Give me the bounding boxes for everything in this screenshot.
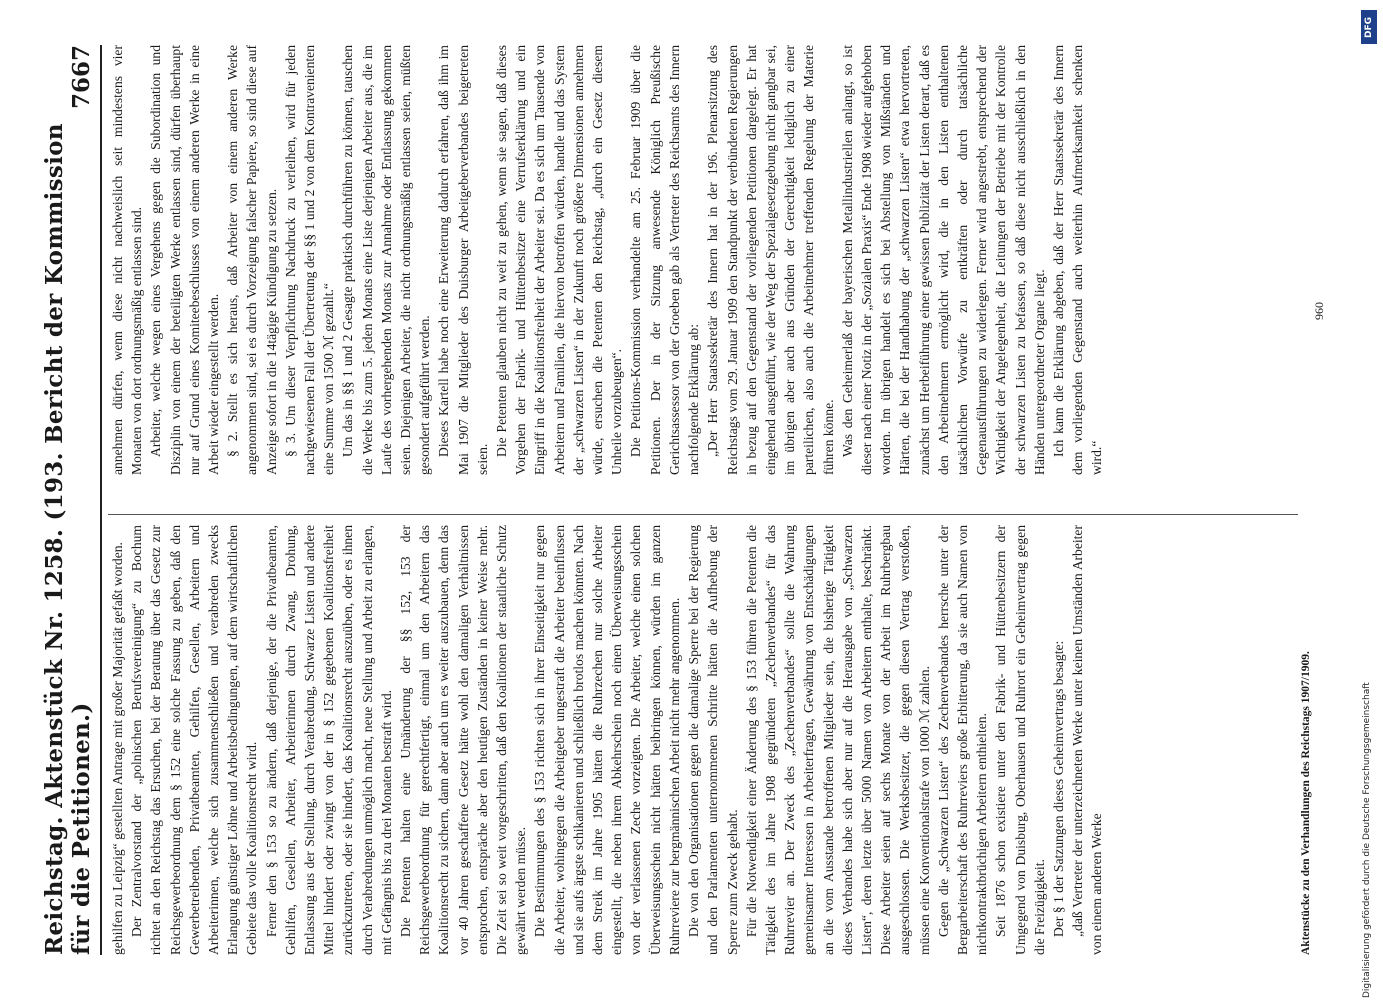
paragraph: „Der Herr Staatssekretär des Innern hat in der 196. Plenarsitzung des Reichstags vom 29. Januar 1909 den Standpunkt der verbündeten Regierungen in bezug auf den Gegenstand der vorliegenden Petitionen dargelegt. Er hat eingehend ausgeführt, wie der Weg der Spezialgesetzgebung nicht gangbar sei, im übrigen aber auch aus Gründen der Gerechtigkeit lediglich zu einer parteilichen, also auch die Arbeitnehmer treffenden Regelung der Materie führen könne. — [705, 45, 836, 475]
paragraph: Die Petenten halten eine Umänderung der §§ 152, 153 der Reichsgewerbeordnung für gerechtfertigt, einmal um den Arbeitern das Koalitionsrecht zu sichern, dann aber auch um es weiter auszubauen, denn das vor 40 Jahren geschaffene Gesetz hätte wohl den damaligen Verhältnissen entsprochen, entspräche aber den heutigen Zuständen in keiner Weise mehr. Die Zeit sei so weit vorgeschritten, daß den Koalitionen der staatliche Schutz gewährt werden müsse. — [398, 525, 529, 955]
paragraph: § 2. Stellt es sich heraus, daß Arbeiter von einem anderen Werke angenommen sind, sei es durch Vorzeigung falscher Papiere, so sind diese auf Anzeige sofort in die 14tägige Kündigung zu setzen. — [225, 45, 279, 475]
running-title: Reichstag. Aktenstück Nr. 1258. (193. Bericht der Kommission für die Petitionen.) — [41, 123, 95, 955]
paragraph: gehilfen zu Leipzig“ gestellten Antrage mit großer Majorität gefaßt worden. — [110, 542, 125, 955]
paragraph: Um das in §§ 1 und 2 Gesagte praktisch durchführen zu können, tauschen die Werke bis zum 5. jeden Monats eine Liste derjenigen Arbeiter aus, die im Laufe des vorhergehenden Monats zur Annahme oder Entlassung gekommen seien. Diejenigen Arbeiter, die nicht ordnungsmäßig entlassen seien, müßten gesondert aufgeführt werden. — [340, 45, 433, 475]
right-column — [108, 45, 1298, 475]
dfg-logo: DFG — [1361, 10, 1377, 44]
footnote: Aktenstücke zu den Verhandlungen des Reichstags 1907/1909. — [1300, 651, 1312, 955]
paragraph: Die von den Organisationen gegen die damalige Sperre bei der Regierung und den Parlamenten unternommenen Schritte hätten die Aufhebung der Sperre zum Zweck gehabt. — [686, 525, 740, 955]
paragraph: Der Zentralvorstand der „polnischen Berufsvereinigung“ zu Bochum richtet an den Reichstag das Ersuchen, bei der Beratung über das Gesetz zur Reichsgewerbeordnung dem § 152 eine solche Fassung zu geben, daß den Gewerbetreibenden, Privatbeamten, Gehilfen, Gesellen, Arbeitern und Arbeiterinnen, welche sich zusammenschließen und verabreden zwecks Erlangung günstiger Löhne und Arbeitsbedingungen, auf dem wirtschaftlichen Gebiete das volle Koalitionsrecht wird. — [129, 525, 260, 955]
paragraph: Ferner den § 153 so zu ändern, daß derjenige, der die Privatbeamten, Gehilfen, Gesellen, Arbeiter, Arbeiterinnen durch Zwang, Drohung, Entlassung aus der Stellung, durch Verabredung, Schwarze Listen und andere Mittel hindert oder zwingt von der in § 152 gegebenen Koalitionsfreiheit zurückzutreten, oder sie hindert, das Koalitionsrecht auszuüben, oder es ihnen durch Verabredungen unmöglich macht, neue Stellung und Arbeit zu erlangen, mit Gefängnis bis zu drei Monaten bestraft wird. — [263, 525, 394, 955]
left-column — [108, 525, 1298, 955]
paragraph: Der § 1 der Satzungen dieses Geheimvertrags besagte: — [1050, 640, 1066, 937]
paragraph: „daß Vertreter der unterzeichneten Werke unter keinen Umständen Arbeiter von einem anderen Werke — [1070, 525, 1105, 955]
paragraph: Die Bestimmungen des § 153 richten sich in ihrer Einseitigkeit nur gegen die Arbeiter, wohingegen die Arbeitgeber ungestraft die Arbeiter beeinflussen und sie aufs ärgste schikanieren und schließlich brotlos machen könnten. Nach dem Streik im Jahre 1905 hätten die Ruhrzechen nur solche Arbeiter eingestellt, die neben ihrem Abkehrschein noch einen Überweisungsschein von der verlassenen Zeche vorzeigten. Die Arbeiter, welche einen solchen Überweisungsschein nicht hätten beibringen können, würden im ganzen Ruhrreviere zur bergmännischen Arbeit nicht mehr angenommen. — [532, 525, 682, 955]
paragraph: Dieses Kartell habe noch eine Erweiterung dadurch erfahren, daß ihm im Mai 1907 die Mitglieder des Duisburger Arbeitgeberverbandes beigetreten seien. — [436, 45, 490, 475]
paragraph: Gegen die „Schwarzen Listen“ des Zechenverbandes herrsche unter der Bergarbeiterschaft des Ruhrreviers große Erbitterung, da sie auch Namen von nichtkontraktbrüchigen Arbeitern enthielten. — [935, 525, 990, 955]
funding-note: Digitalisierung gefördert durch die Deutsche Forschungsgemeinschaft — [1362, 682, 1372, 998]
column-divider — [108, 514, 1298, 515]
paragraph: Arbeiter, welche wegen eines Vergehens gegen die Subordination und Disziplin von einem der beteiligten Werke entlassen sind, dürfen überhaupt nur auf Grund eines Komiteebeschlusses von einem anderen Werke in eine Arbeit wieder eingestellt werden. — [148, 45, 222, 475]
page-number-bottom: 960 — [1312, 302, 1326, 320]
paragraph: annehmen dürfen, wenn diese nicht nachweislich seit mindestens vier Monaten von dort ordnungsmäßig entlassen sind. — [110, 45, 145, 475]
page-header — [41, 45, 95, 955]
paragraph: Die Petitions-Kommission verhandelte am 25. Februar 1909 über die Petitionen. Der in der Sitzung anwesende Königlich Preußische Gerichtsassessor von der Groeben gab als Vertreter des Reichsamts des Innern nachfolgende Erklärung ab: — [628, 45, 702, 475]
paragraph: Seit 1876 schon existiere unter den Fabrik- und Hüttenbesitzern der Umgegend von Duisburg, Oberhausen und Ruhrort ein Geheimvertrag gegen die Freizügigkeit. — [993, 525, 1047, 955]
paragraph: Die Petenten glauben nicht zu weit zu gehen, wenn sie sagen, daß dieses Vorgehen der Fabrik- und Hüttenbesitzer eine Verrufserklärung und ein Eingriff in die Koalitionsfreiheit der Arbeiter sei. Da es sich um Tausende von Arbeitern und Familien, die hiervon betroffen würden, handle und das System der „schwarzen Listen“ in der Zukunft noch größere Dimensionen annehmen würde, ersuchen die Petenten den Reichstag, „durch ein Gesetz diesem Unheile vorzubeugen“. — [494, 45, 625, 475]
paragraph: § 3. Um dieser Verpflichtung Nachdruck zu verleihen, wird für jeden nachgewiesenen Fall der Übertretung der §§ 1 und 2 von dem Kontravenienten eine Summe von 1500 ℳ gezahlt.“ — [282, 45, 337, 475]
paragraph: Ich kann die Erklärung abgeben, daß der Herr Staatssekretär des Innern dem vorliegenden Gegenstand auch weiterhin Aufmerksamkeit schenken wird.“ — [1050, 45, 1105, 475]
header-rule — [100, 45, 102, 955]
page-number-top: 7667 — [68, 45, 95, 110]
paragraph: Was den Geheimerlaß der bayerischen Metallindustriellen anlangt, so ist dieser nach einer Notiz in der „Sozialen Praxis“ Ende 1908 wieder aufgehoben worden. Im übrigen handelt es sich bei Abstellung von Mißständen und Härten, die bei der Handhabung der „schwarzen Listen“ etwa hervortreten, zunächst um Herbeiführung einer gewissen Publizität der Listen derart, daß es den Arbeitnehmern ermöglicht wird, die in den Listen enthaltenen tatsächlichen Vorwürfe zu entkräften oder durch tatsächliche Gegenausführungen zu widerlegen. Ferner wird angestrebt, entsprechend der Wichtigkeit der Angelegenheit, die Leitungen der Betriebe mit der Kontrolle der schwarzen Listen zu befassen, so daß diese nicht ausschließlich in den Händen untergeordneter Organe liegt. — [839, 45, 1047, 475]
paragraph: Für die Notwendigkeit einer Änderung des § 153 führen die Petenten die Tätigkeit des im Jahre 1908 gegründeten „Zechenverbandes“ für das Ruhrrevier an. Der Zweck des „Zechenverbandes“ sollte die Wahrung gemeinsamer Interessen in Arbeiterfragen, Gewährung von Entschädigungen an die vom Ausstande betroffenen Mitglieder sein, die bisherige Tätigkeit dieses Verbandes habe sich aber nur auf die Herausgabe von „Schwarzen Listen“, deren letzte über 5000 Namen von Arbeitern enthalte, beschränkt. Diese Arbeiter seien auf sechs Monate von der Arbeit im Ruhrbergbau ausgeschlossen. Die Werksbesitzer, die gegen diesen Vertrag verstoßen, müssen eine Konventionalstrafe von 1000 ℳ zahlen. — [743, 525, 932, 955]
